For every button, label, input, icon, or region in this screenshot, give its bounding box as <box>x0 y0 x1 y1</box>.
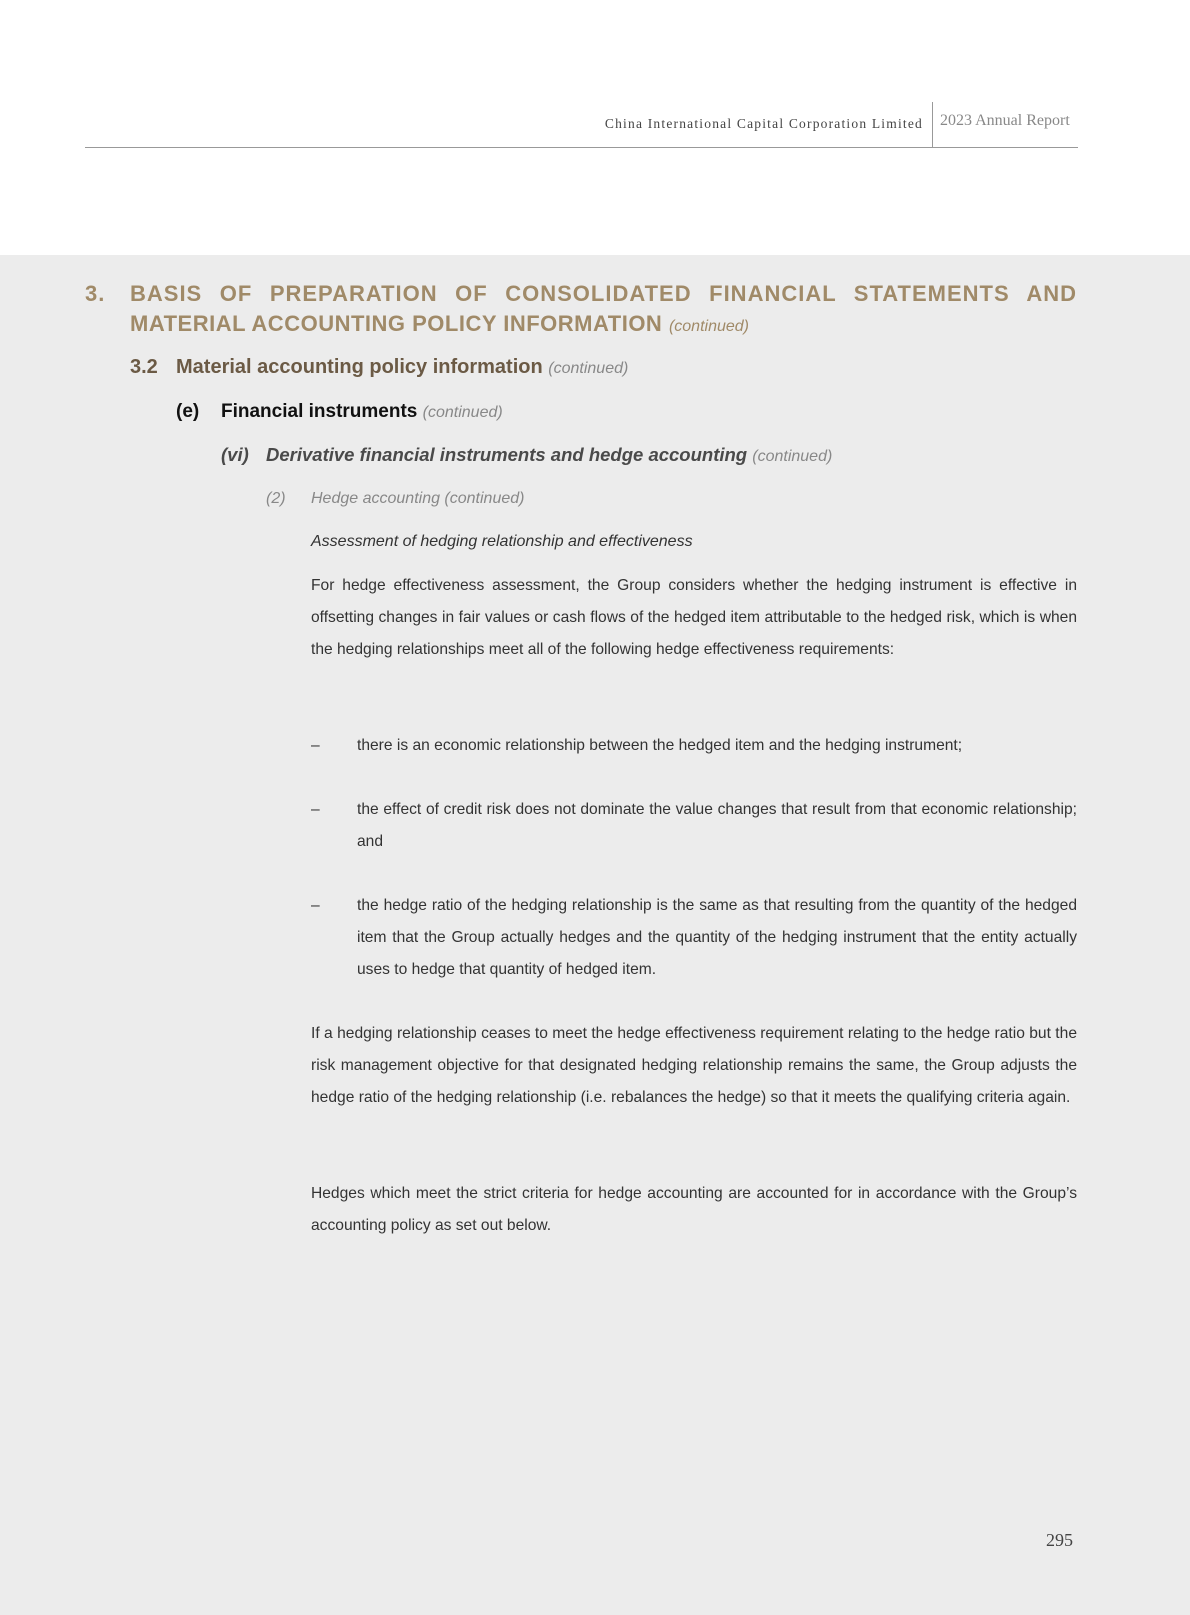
item-vi-heading <box>266 444 832 466</box>
subsection-continued: (continued) <box>548 360 629 377</box>
bullet-dash: – <box>311 897 320 914</box>
subsection-number: 3.2 <box>130 356 158 378</box>
section-continued: (continued) <box>668 318 749 335</box>
page-number: 295 <box>1046 1530 1073 1550</box>
paragraph-1: For hedge effectiveness assessment, the Group considers whether the hedging instrument is effective in offsetting changes in fair values or cash flows of the hedged item attributable to the hedged risk, which is when the hedging relationships meet all of the following hedge effectiveness requirements: <box>311 577 1077 658</box>
bullet-item: the hedge ratio of the hedging relationship is the same as that resulting from the quantity of the hedged item that the Group actually hedges and the quantity of the hedging instrument that the entity actually uses to hedge that quantity of hedged item. <box>357 897 1077 978</box>
bullet-dash: – <box>311 737 320 754</box>
bullet-dash: – <box>311 801 320 818</box>
paragraph-3: Hedges which meet the strict criteria for hedge accounting are accounted for in accordance with the Group’s accounting policy as set out below. <box>311 1185 1077 1234</box>
header-report-title: 2023 Annual Report <box>940 112 1070 129</box>
item-vi-continued: (continued) <box>752 448 833 465</box>
header-rule <box>85 147 1078 148</box>
bullet-item: the effect of credit risk does not dominate the value changes that result from that economic relationship; and <box>357 801 1077 850</box>
header-company: China International Capital Corporation Limited <box>604 116 923 131</box>
item-vi-title: Derivative financial instruments and hedge accounting <box>266 444 748 465</box>
item-e-title: Financial instruments <box>221 401 418 422</box>
item-e-heading <box>221 401 503 423</box>
item-2-title: Hedge accounting (continued) <box>311 490 525 507</box>
subheading: Assessment of hedging relationship and effectiveness <box>311 533 693 550</box>
subsection-heading <box>176 356 628 379</box>
section-title-line1: BASIS OF PREPARATION OF CONSOLIDATED FINANCIAL STATEMENTS AND <box>130 281 1077 306</box>
item-vi-number: (vi) <box>221 444 249 465</box>
section-title-line2 <box>130 311 749 337</box>
item-e-continued: (continued) <box>422 404 503 421</box>
section-title-text: MATERIAL ACCOUNTING POLICY INFORMATION <box>130 311 663 336</box>
item-e-number: (e) <box>176 401 200 422</box>
bullet-item: there is an economic relationship between the hedged item and the hedging instrument; <box>357 737 963 754</box>
item-2-number: (2) <box>266 490 286 507</box>
section-number: 3. <box>85 281 106 306</box>
header-separator <box>932 102 933 147</box>
paragraph-2: If a hedging relationship ceases to meet the hedge effectiveness requirement relating to the hedge ratio but the risk management objective for that designated hedging relationship remains the same, the Group adjusts the hedge ratio of the hedging relationship (i.e. rebalances the hedge) so that it meets the qualifying criteria again. <box>311 1025 1077 1106</box>
subsection-title: Material accounting policy information <box>176 356 543 378</box>
